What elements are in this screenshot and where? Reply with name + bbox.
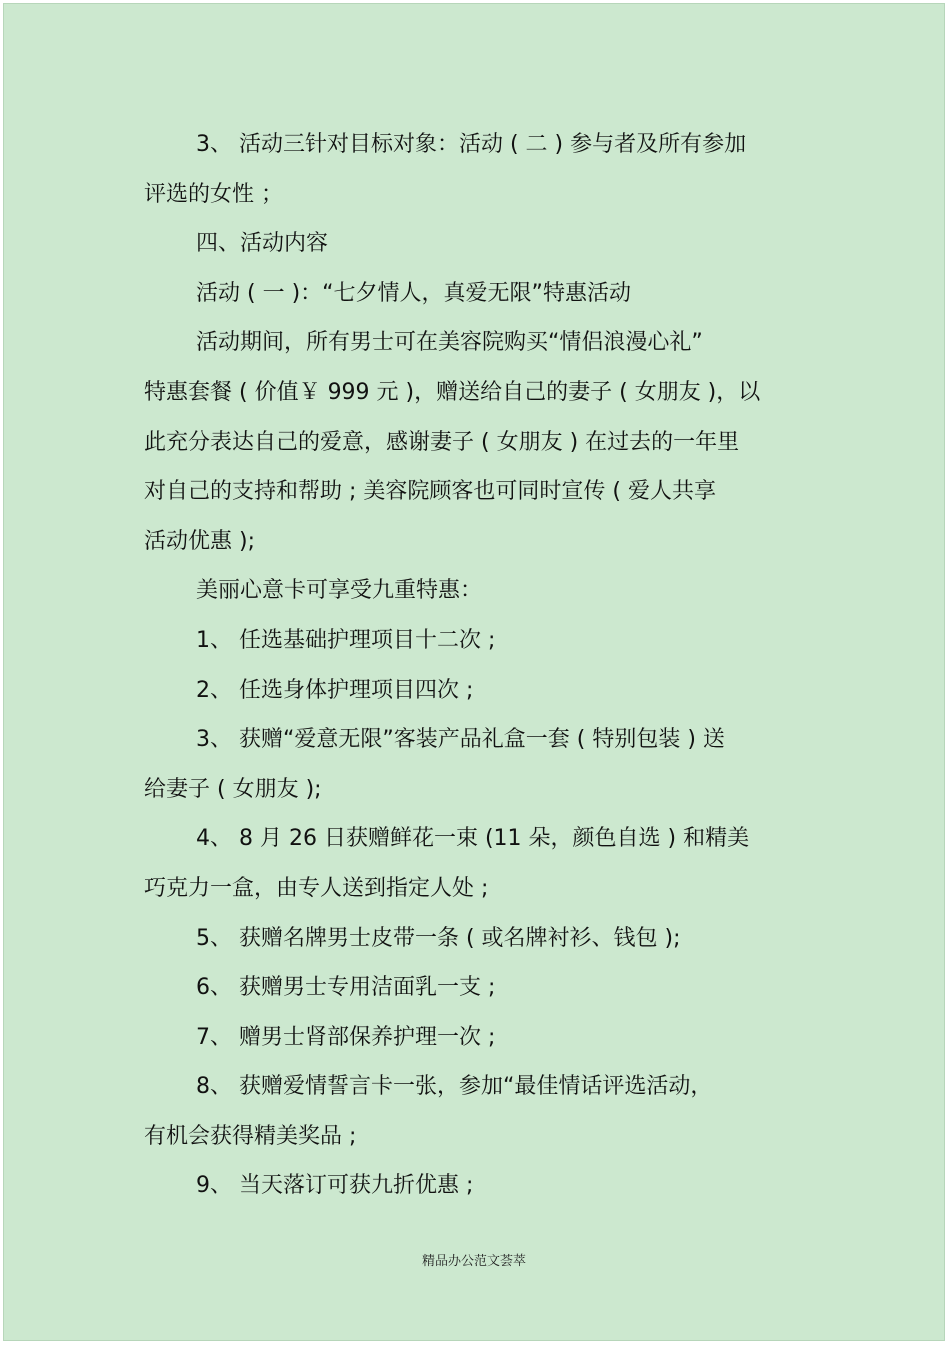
- paragraph-line: 此充分表达自己的爱意，感谢妻子 ( 女朋友 ) 在过去的一年里: [144, 429, 740, 455]
- paragraph-line: 美丽心意卡可享受九重特惠：: [196, 578, 483, 604]
- list-item: 1、 任选基础护理项目十二次 ;: [196, 627, 496, 653]
- document-body: [144, 120, 812, 1211]
- list-item: 9、 当天落订可获九折优惠 ;: [196, 1173, 474, 1199]
- page-footer: 精品办公范文荟萃: [421, 1254, 526, 1269]
- paragraph-line: 3、 活动三针对目标对象：活动 ( 二 ) 参与者及所有参加: [196, 132, 747, 157]
- list-item: 2、 任选身体护理项目四次 ;: [196, 677, 474, 703]
- list-item-continuation: 给妻子 ( 女朋友 );: [144, 776, 322, 802]
- list-item: 3、 获赠“爱意无限”客装产品礼盒一套 ( 特别包装 ) 送: [196, 727, 725, 753]
- paragraph-line: 评选的女性 ；: [144, 181, 283, 207]
- list-item: 6、 获赠男士专用洁面乳一支 ;: [196, 975, 496, 1001]
- activity-title: 活动 ( 一 )：“七夕情人，真爱无限”特惠活动: [196, 280, 631, 306]
- paragraph-line: 活动优惠 );: [144, 528, 255, 554]
- list-item: 4、 8 月 26 日获赠鲜花一束 (11 朵，颜色自选 ) 和精美: [196, 826, 750, 852]
- list-item: 5、 获赠名牌男士皮带一条 ( 或名牌衬衫、钱包 );: [196, 925, 681, 951]
- list-item-continuation: 巧克力一盒，由专人送到指定人处 ;: [144, 875, 489, 901]
- document-page: [3, 3, 945, 1341]
- section-heading: 四、活动内容: [196, 231, 329, 257]
- paragraph-line: 特惠套餐 ( 价值￥ 999 元 )，赠送给自己的妻子 ( 女朋友 )，以: [144, 379, 761, 405]
- list-item: 7、 赠男士肾部保养护理一次 ;: [196, 1024, 496, 1050]
- list-item-continuation: 有机会获得精美奖品 ;: [144, 1123, 357, 1149]
- paragraph-line: 活动期间，所有男士可在美容院购买“情侣浪漫心礼”: [196, 330, 703, 356]
- list-item: 8、 获赠爱情誓言卡一张，参加“最佳情话评选活动，: [196, 1074, 713, 1100]
- paragraph-line: 对自己的支持和帮助 ; 美容院顾客也可同时宣传 ( 爱人共享: [144, 479, 716, 505]
